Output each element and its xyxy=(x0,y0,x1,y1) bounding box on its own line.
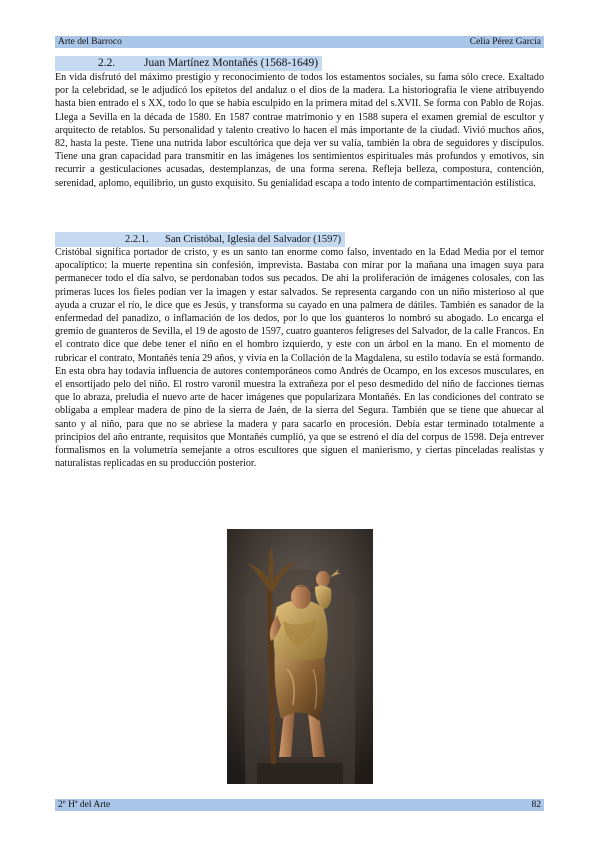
section-title: Juan Martínez Montañés (1568-1649) xyxy=(144,57,319,69)
section-heading-highlight xyxy=(55,56,322,71)
subsection-paragraph: Cristóbal significa portador de cristo, y es un santo tan enorme como falso, inventado en la Edad Media por el temor apocalíptico: la muerte repentina sin confesión, imprevista. Bastaba con mirar por la mañana una imagen suya para permanecer todo el día salvo, se perdonaban todos sus pecados. De ahí la proliferación de imágenes colosales, con las primeras luces los fieles podían ver la imagen y estar salvados. Se representa cargando con un niño misterioso al que ayuda a cruzar el río, le dice que es Jesús, y transforma su cayado en una palmera de dátiles. También es sanador de la enfermedad del panadizo, o inflamación de los dedos, por lo que los guanteros lo nombró su abogado. Lo encarga el gremio de guanteros de Sevilla, el 19 de agosto de 1597, cuatro guanteros feligreses del Salvador, de la calle Francos. En el contrato dice que debe tener el niño en el hombro izquierdo, y este con un árbol en la mano. En el momento de rubricar el contrato, Montañés tenía 29 años, y vivía en la Collación de la Magdalena, su estilo todavía se está formando. En esta obra hay todavía influencia de autores contemporáneos como Andrés de Ocampo, en los excesos musculares, en el ensortijado pelo del niño. El rostro varonil muestra la extrañeza por el peso desmedido del niño de facciones tiernas que lo abraza, preludia el nuevo arte de hacer imágenes que popularizara Montañés. En las condiciones del contrato se obligaba a emplear madera de pino de la sierra de Jaén, de la sierra del Segura. También que se tiene que ahuecar al santo y al niño, para que no se abriese la madera y para sacarlo en procesión. Debía estar terminado totalmente a principios del año entrante, requisitos que Montañés cumplió, ya que se estrenó el día del corpus de 1598. Deja entrever formalismos en la volumetría semejante a otros escultores que siguen el manierismo, y ciertas pinceladas realistas y naturalistas replicadas en su producción posterior. xyxy=(55,247,544,470)
footer-course: 2º Hª del Arte xyxy=(58,800,111,810)
subsection-number: 2.2.1. xyxy=(125,234,149,245)
subsection-heading-highlight xyxy=(55,232,345,247)
page-footer xyxy=(55,799,544,811)
subsection-title: San Cristóbal, Iglesia del Salvador (1597) xyxy=(165,234,342,245)
section-number: 2.2. xyxy=(98,57,116,69)
page-header xyxy=(55,36,544,48)
section-paragraph: En vida disfrutó del máximo prestigio y reconocimiento de todos los estamentos sociales, su fama sólo crece. Exaltado por la celebridad, se le adjudicó los epítetos del andaluz o el dios de la madera. La historiografía le viene atribuyendo hasta bien entrado el s XX, todo lo que se había esculpido en la primera mitad del s.XVII. Se forma con Pablo de Rojas. Llega a Sevilla en la década de 1580. En 1587 contrae matrimonio y en 1588 supera el examen gremial de escultor y arquitecto de retablos. Su personalidad y talento creativo lo hacen el más importante de la ciudad. Vivió muchos años, 82, hasta la peste. Tiene una nutrida labor escultórica que deja ver su valía, también la obra de seguidores y discípulos. Tiene una gran capacidad para transmitir en las imágenes los sentimientos espirituales más profundos y emotivos, sin recurrir a gesticulaciones acusadas, destemplanzas, de una forma serena. Refleja belleza, compostura, contención, serenidad, aplomo, equilibrio, un gusto exquisito. Su genialidad escapa a todo intento de compartimentación estilística. xyxy=(55,72,544,189)
san-cristobal-sculpture-photo xyxy=(227,529,373,784)
header-author: Celia Pérez García xyxy=(469,37,541,47)
header-course-title: Arte del Barroco xyxy=(58,37,122,47)
footer-page-number: 82 xyxy=(531,800,541,810)
section-heading xyxy=(55,56,544,71)
subsection-heading xyxy=(55,232,544,247)
